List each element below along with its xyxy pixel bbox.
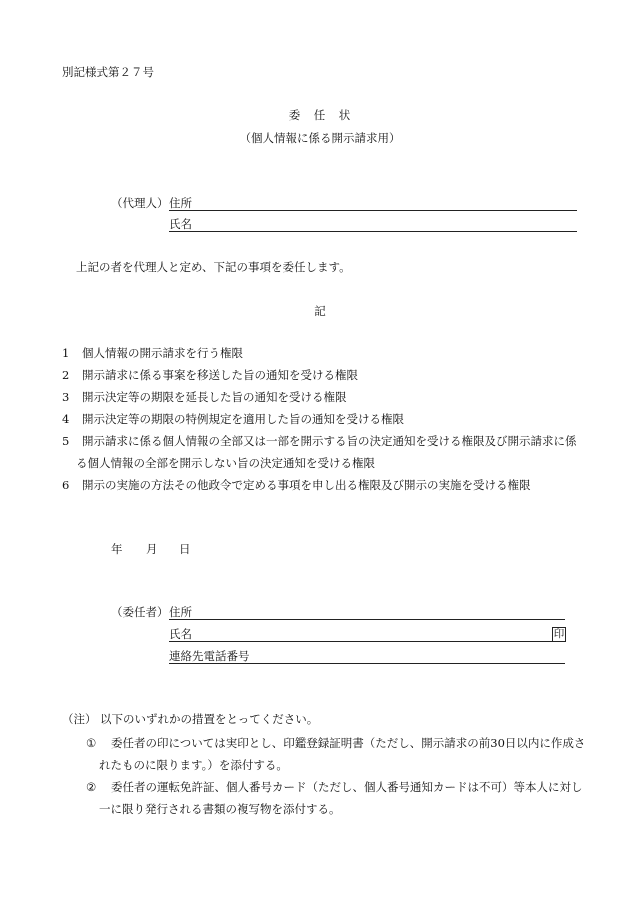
note-point-text: 委任者の運転免許証、個人番号カード（ただし、個人番号通知カードは不可）等本人に対し — [111, 780, 583, 794]
page-subtitle: （個人情報に係る開示請求用） — [239, 131, 401, 145]
ki-heading: 記 — [314, 304, 326, 318]
principal-address-field[interactable] — [169, 619, 565, 620]
note-point-mark: ① — [86, 736, 97, 750]
item-text: 開示請求に係る事案を移送した旨の通知を受ける権限 — [82, 368, 358, 382]
principal-phone-field[interactable] — [169, 663, 565, 664]
agent-label: （代理人） — [111, 196, 169, 210]
item-text: 個人情報の開示請求を行う権限 — [82, 346, 243, 360]
list-item — [62, 391, 347, 405]
list-item — [62, 347, 243, 361]
item-number: 5 — [62, 434, 70, 448]
delegation-sentence: 上記の者を代理人と定め、下記の事項を委任します。 — [76, 260, 351, 274]
date-year-label: 年 — [111, 542, 123, 556]
item-text: 開示決定等の期限を延長した旨の通知を受ける権限 — [82, 390, 347, 404]
list-item-continuation: る個人情報の全部を開示しない旨の決定通知を受ける権限 — [76, 456, 375, 470]
seal-box: 印 — [553, 628, 565, 640]
principal-label: （委任者） — [111, 605, 169, 619]
item-number: 2 — [62, 368, 70, 382]
agent-address-field[interactable] — [169, 210, 577, 211]
agent-name-label: 氏名 — [169, 217, 192, 231]
list-item — [62, 479, 531, 493]
item-number: 6 — [62, 478, 70, 492]
note-intro: 以下のいずれかの措置をとってください。 — [100, 712, 319, 726]
list-item — [62, 413, 404, 427]
agent-name-field[interactable] — [169, 231, 577, 232]
item-number: 4 — [62, 412, 70, 426]
item-number: 3 — [62, 390, 70, 404]
note-point-mark: ② — [86, 780, 97, 794]
note-label: （注） — [62, 712, 97, 726]
list-item — [62, 369, 358, 383]
form-number: 別記様式第２７号 — [62, 65, 154, 79]
principal-name-field[interactable] — [169, 641, 565, 642]
page-title: 委 任 状 — [288, 108, 352, 122]
agent-address-label: 住所 — [169, 196, 192, 210]
principal-name-label: 氏名 — [169, 627, 192, 641]
note-point-text-cont: 一に限り発行される書類の複写物を添付する。 — [99, 802, 341, 816]
note-point-text-cont: れたものに限ります。）を添付する。 — [99, 758, 288, 772]
note-point-text: 委任者の印については実印とし、印鑑登録証明書（ただし、開示請求の前30日以内に作成さ — [111, 736, 586, 750]
list-item — [62, 435, 577, 449]
date-month-label: 月 — [146, 542, 158, 556]
principal-phone-label: 連絡先電話番号 — [169, 649, 250, 663]
item-text: 開示請求に係る個人情報の全部又は一部を開示する旨の決定通知を受ける権限及び開示請求に係 — [82, 434, 577, 448]
principal-address-label: 住所 — [169, 605, 192, 619]
item-text: 開示決定等の期限の特例規定を適用した旨の通知を受ける権限 — [82, 412, 404, 426]
date-day-label: 日 — [179, 542, 191, 556]
item-number: 1 — [62, 346, 70, 360]
item-text: 開示の実施の方法その他政令で定める事項を申し出る権限及び開示の実施を受ける権限 — [82, 478, 531, 492]
